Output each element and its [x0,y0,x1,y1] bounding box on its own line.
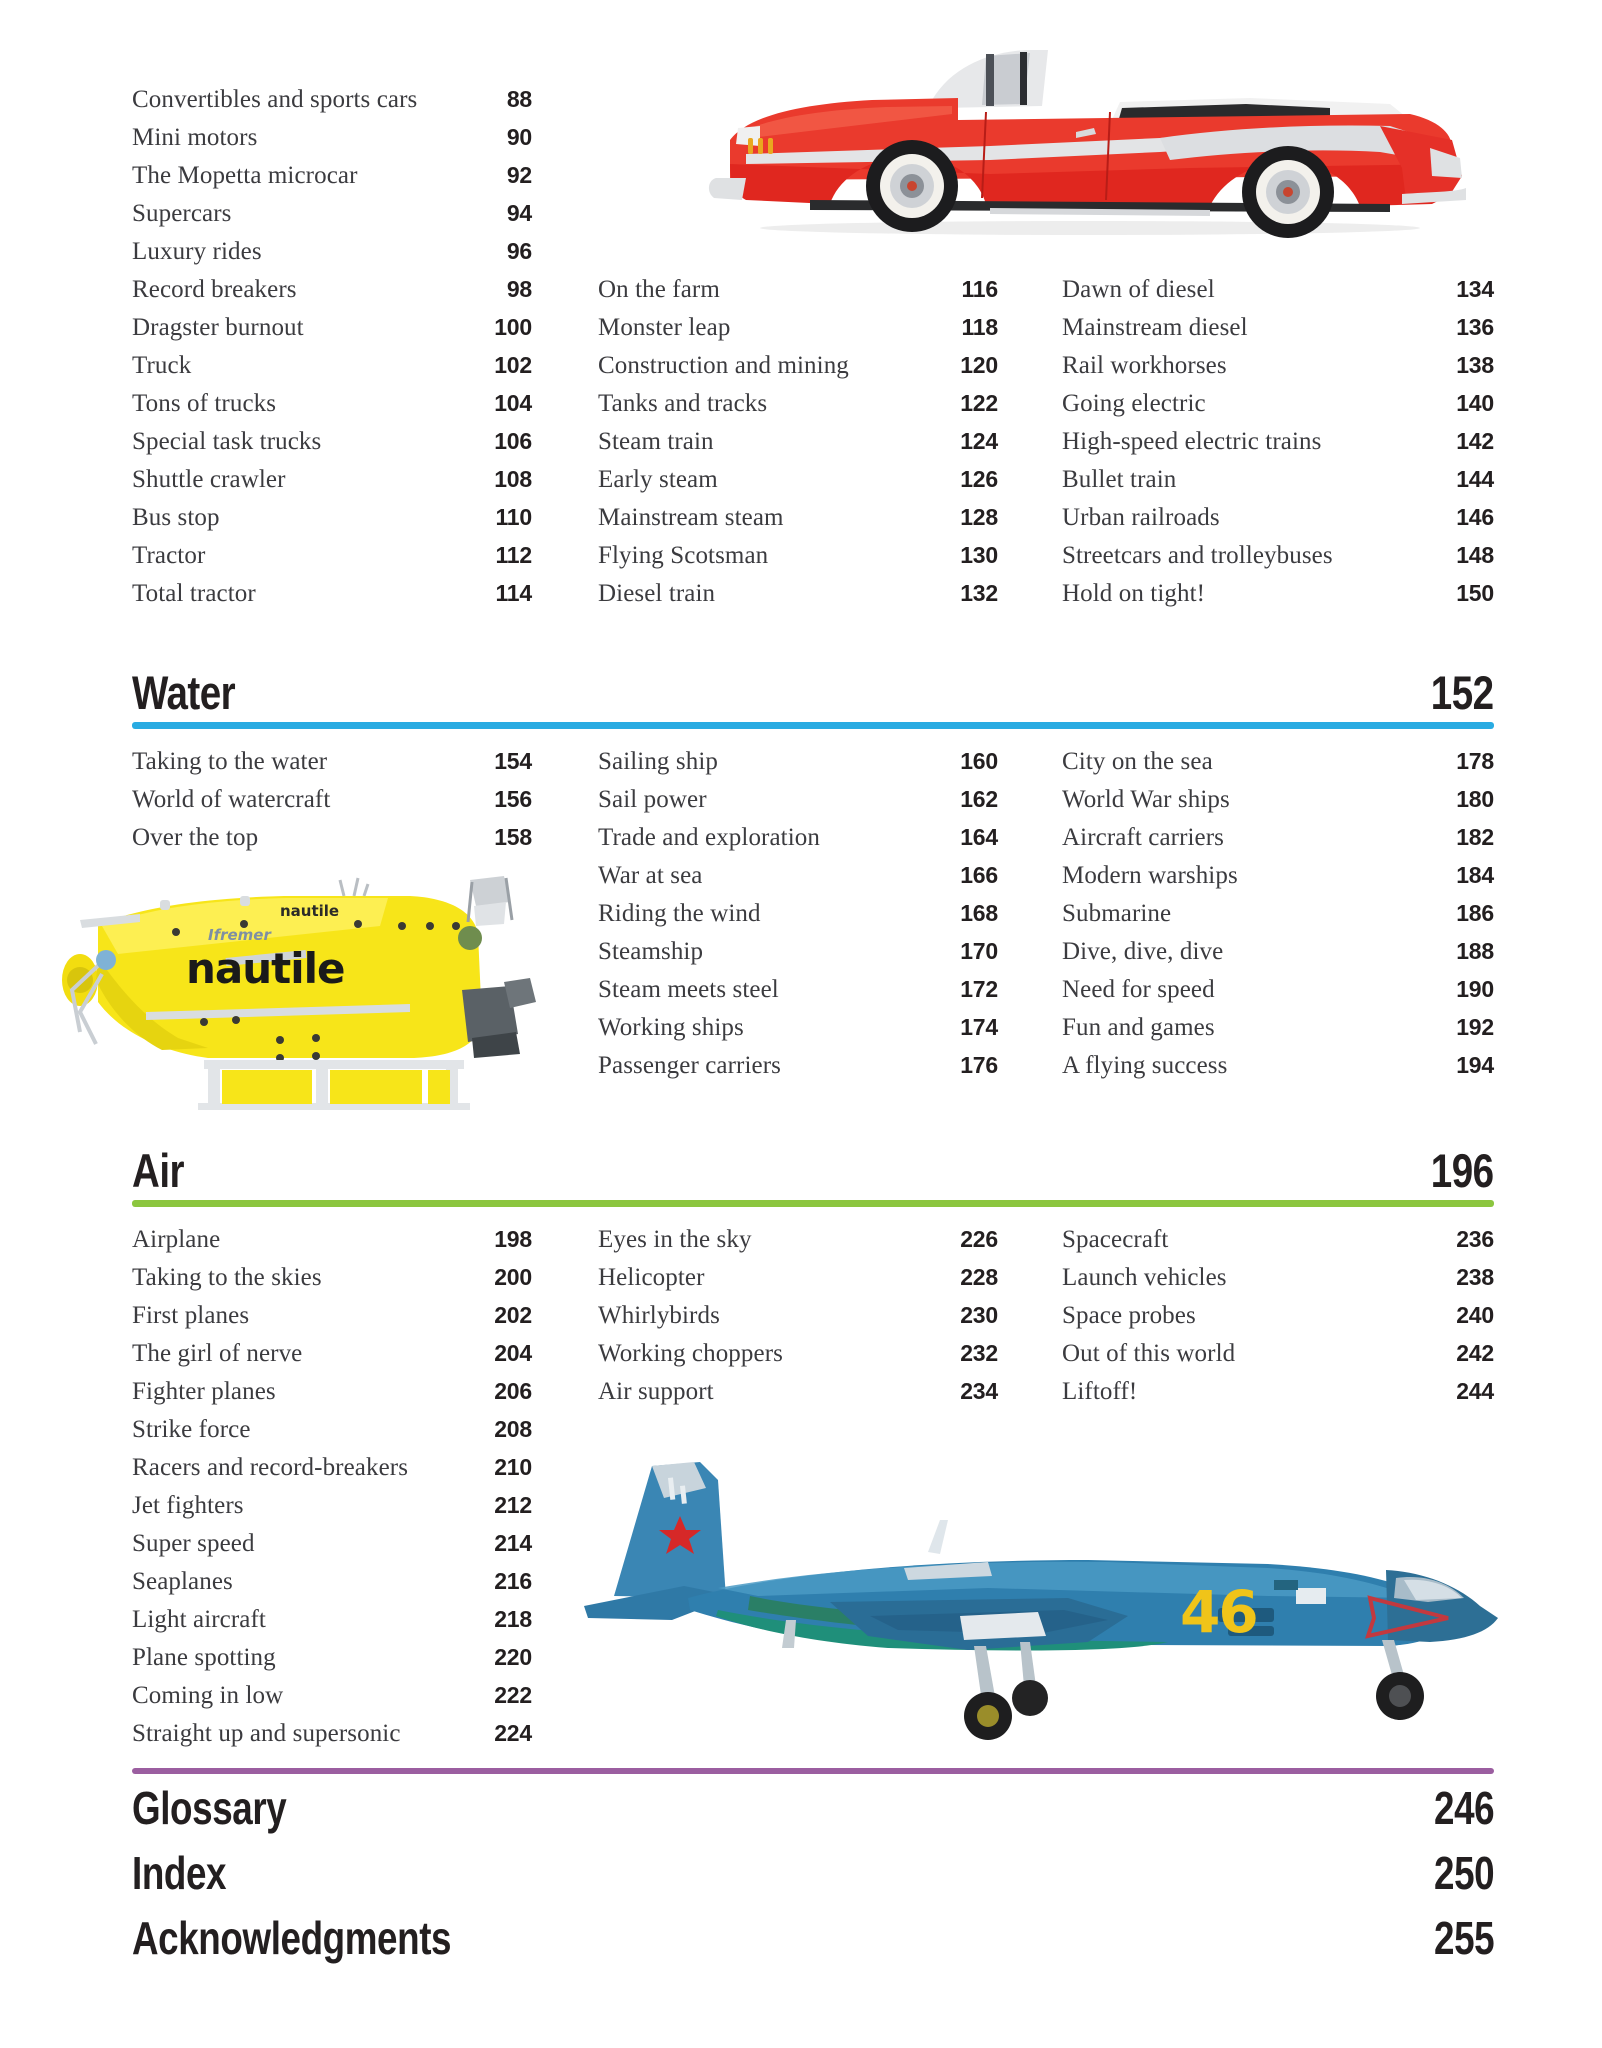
toc-entry[interactable] [132,1600,532,1638]
toc-entry-page: 194 [1456,1052,1494,1078]
toc-entry[interactable] [132,1524,532,1562]
toc-entry-title: Coming in low [132,1682,284,1709]
toc-entry-title: World War ships [1062,786,1230,813]
toc-entry-page: 226 [960,1226,998,1252]
toc-entry[interactable] [1062,1046,1494,1084]
back-matter-rule [132,1768,1494,1774]
toc-entry[interactable] [1062,1258,1494,1296]
toc-entry[interactable] [132,80,532,118]
toc-entry[interactable] [598,460,998,498]
toc-entry-page: 112 [495,542,532,568]
toc-entry[interactable] [598,574,998,612]
toc-entry-page: 100 [494,314,532,340]
toc-entry-page: 162 [960,786,998,812]
toc-entry[interactable] [132,1562,532,1600]
toc-entry[interactable] [132,1334,532,1372]
toc-entry[interactable] [598,536,998,574]
toc-entry-title: Space probes [1062,1302,1196,1329]
toc-entry-page: 230 [960,1302,998,1328]
water-col-1 [132,742,532,856]
toc-entry[interactable] [132,1258,532,1296]
toc-entry-title: Dawn of diesel [1062,276,1215,303]
back-matter-page: 250 [1433,1847,1494,1899]
toc-entry-page: 240 [1456,1302,1494,1328]
toc-entry[interactable] [132,1448,532,1486]
toc-entry[interactable] [598,270,998,308]
red-convertible-car-photo [690,28,1490,243]
toc-entry[interactable] [598,422,998,460]
toc-entry[interactable] [1062,932,1494,970]
toc-entry-title: Hold on tight! [1062,580,1206,607]
toc-entry[interactable] [132,536,532,574]
toc-entry-page: 234 [960,1378,998,1404]
toc-entry[interactable] [1062,894,1494,932]
toc-entry-page: 104 [494,390,532,416]
toc-entry-page: 154 [494,748,532,774]
land-col-3 [1062,270,1494,612]
toc-entry[interactable] [132,194,532,232]
toc-entry[interactable] [598,742,998,780]
toc-entry-page: 98 [506,276,532,302]
toc-entry[interactable] [598,970,998,1008]
toc-entry-page: 114 [495,580,532,606]
toc-entry-title: Sailing ship [598,748,718,775]
toc-entry-page: 164 [960,824,998,850]
toc-entry-page: 238 [1456,1264,1494,1290]
toc-entry[interactable] [132,422,532,460]
toc-entry[interactable] [598,498,998,536]
toc-entry-page: 218 [494,1606,532,1632]
toc-entry-page: 220 [494,1644,532,1670]
toc-entry-page: 160 [960,748,998,774]
toc-entry-title: Going electric [1062,390,1206,417]
toc-entry[interactable] [132,1410,532,1448]
toc-entry-page: 134 [1456,276,1494,302]
toc-entry-page: 122 [960,390,998,416]
toc-entry-page: 200 [494,1264,532,1290]
toc-entry-page: 188 [1456,938,1494,964]
toc-entry[interactable] [1062,308,1494,346]
toc-entry-page: 140 [1456,390,1494,416]
toc-entry-title: On the farm [598,276,720,303]
section-rule-water [132,722,1494,729]
toc-entry[interactable] [598,346,998,384]
toc-entry-page: 180 [1456,786,1494,812]
section-title: Water [132,666,236,719]
toc-entry[interactable] [132,818,532,856]
toc-entry[interactable] [598,1372,998,1410]
air-col-2 [598,1220,998,1410]
toc-entry-title: Bullet train [1062,466,1177,493]
toc-entry[interactable] [1062,498,1494,536]
toc-entry-title: Urban railroads [1062,504,1220,531]
toc-entry[interactable] [1062,574,1494,612]
toc-entry-title: High-speed electric trains [1062,428,1322,455]
toc-entry-title: Special task trucks [132,428,322,455]
toc-entry-page: 148 [1456,542,1494,568]
toc-entry-title: Mainstream steam [598,504,784,531]
toc-entry-page: 190 [1456,976,1494,1002]
toc-entry[interactable] [598,384,998,422]
yellow-submersible-photo [58,862,568,1112]
toc-entry-page: 208 [494,1416,532,1442]
toc-entry-title: Riding the wind [598,900,761,927]
toc-entry[interactable] [132,156,532,194]
toc-entry-page: 166 [960,862,998,888]
toc-entry-page: 192 [1456,1014,1494,1040]
toc-entry-page: 88 [506,86,532,112]
toc-entry[interactable] [598,894,998,932]
toc-entry[interactable] [132,574,532,612]
toc-entry[interactable] [1062,346,1494,384]
toc-entry-title: Aircraft carriers [1062,824,1225,851]
toc-entry-page: 156 [494,786,532,812]
toc-entry-title: The girl of nerve [132,1340,303,1367]
toc-entry-title: Plane spotting [132,1644,276,1671]
toc-entry-title: Diesel train [598,580,716,607]
toc-entry-page: 168 [960,900,998,926]
toc-entry-page: 94 [506,200,532,226]
toc-entry-title: Shuttle crawler [132,466,286,493]
toc-entry-title: Liftoff! [1062,1378,1138,1405]
toc-entry-title: Taking to the skies [132,1264,322,1291]
toc-entry-page: 146 [1456,504,1494,530]
toc-entry[interactable] [132,232,532,270]
back-matter-row-acknowledgments[interactable] [132,1914,1494,1962]
back-matter-label: Acknowledgments [132,1912,452,1964]
toc-entry-page: 174 [960,1014,998,1040]
toc-entry[interactable] [598,1258,998,1296]
toc-entry[interactable] [1062,1220,1494,1258]
submersible-deck-name: nautile [280,902,340,920]
toc-entry[interactable] [1062,1372,1494,1410]
toc-entry-page: 108 [494,466,532,492]
toc-entry-page: 182 [1456,824,1494,850]
toc-entry-page: 222 [494,1682,532,1708]
submersible-operator-name: Ifremer [208,926,271,944]
toc-entry[interactable] [1062,742,1494,780]
back-matter-page: 255 [1433,1912,1494,1964]
toc-entry-title: Launch vehicles [1062,1264,1227,1291]
toc-entry-title: First planes [132,1302,250,1329]
land-col-1 [132,80,532,612]
toc-entry-title: Racers and record-breakers [132,1454,409,1481]
toc-entry-page: 142 [1456,428,1494,454]
toc-entry-page: 202 [494,1302,532,1328]
toc-entry-title: Air support [598,1378,714,1405]
toc-entry-title: World of watercraft [132,786,331,813]
toc-entry-page: 206 [494,1378,532,1404]
section-title: Air [132,1144,185,1197]
toc-entry-title: Working choppers [598,1340,783,1367]
toc-entry-title: Working ships [598,1014,744,1041]
land-col-2 [598,270,998,612]
back-matter-row-glossary[interactable] [132,1784,1494,1832]
toc-entry-page: 116 [961,276,998,302]
toc-entry[interactable] [132,742,532,780]
toc-entry[interactable] [1062,818,1494,856]
toc-entry-page: 126 [960,466,998,492]
toc-entry-page: 144 [1456,466,1494,492]
toc-entry[interactable] [132,1714,532,1752]
toc-entry-title: Early steam [598,466,718,493]
toc-entry-title: Spacecraft [1062,1226,1169,1253]
toc-entry-page: 186 [1456,900,1494,926]
toc-entry-title: Fun and games [1062,1014,1215,1041]
toc-entry[interactable] [1062,422,1494,460]
toc-entry-page: 150 [1456,580,1494,606]
toc-entry[interactable] [132,384,532,422]
toc-entry-title: Construction and mining [598,352,849,379]
toc-entry-title: Super speed [132,1530,255,1557]
toc-entry-title: Over the top [132,824,259,851]
toc-entry-title: Tons of trucks [132,390,277,417]
toc-entry-title: Supercars [132,200,232,227]
toc-entry-title: Flying Scotsman [598,542,769,569]
toc-entry-page: 110 [495,504,532,530]
toc-entry-title: Helicopter [598,1264,705,1291]
toc-entry-title: Rail workhorses [1062,352,1227,379]
toc-entry[interactable] [132,780,532,818]
toc-entry-title: Convertibles and sports cars [132,86,418,113]
toc-entry-page: 178 [1456,748,1494,774]
toc-entry-title: Taking to the water [132,748,328,775]
toc-entry[interactable] [598,1046,998,1084]
toc-entry-title: Sail power [598,786,707,813]
toc-entry[interactable] [132,118,532,156]
toc-entry[interactable] [598,818,998,856]
toc-entry[interactable] [1062,270,1494,308]
toc-entry-title: City on the sea [1062,748,1213,775]
toc-entry-page: 236 [1456,1226,1494,1252]
toc-entry[interactable] [1062,970,1494,1008]
toc-entry[interactable] [132,270,532,308]
toc-entry[interactable] [598,780,998,818]
toc-entry[interactable] [598,1334,998,1372]
toc-entry-page: 176 [960,1052,998,1078]
toc-entry-page: 138 [1456,352,1494,378]
toc-entry-page: 244 [1456,1378,1494,1404]
toc-entry-page: 210 [494,1454,532,1480]
toc-entry[interactable] [132,1372,532,1410]
toc-entry[interactable] [1062,1334,1494,1372]
toc-entry-title: Light aircraft [132,1606,266,1633]
toc-entry-title: Trade and exploration [598,824,820,851]
toc-entry-title: Dragster burnout [132,314,304,341]
toc-entry-page: 120 [960,352,998,378]
toc-entry-title: Airplane [132,1226,221,1253]
toc-entry-page: 132 [960,580,998,606]
toc-entry-title: Tanks and tracks [598,390,768,417]
section-header-air [132,1138,1494,1196]
toc-entry[interactable] [1062,384,1494,422]
toc-entry-title: Whirlybirds [598,1302,720,1329]
toc-entry-title: Steam train [598,428,714,455]
toc-entry-title: Need for speed [1062,976,1215,1003]
toc-entry-title: Mainstream diesel [1062,314,1248,341]
toc-entry[interactable] [132,346,532,384]
toc-entry-title: Out of this world [1062,1340,1236,1367]
toc-entry-title: Steam meets steel [598,976,779,1003]
air-col-1 [132,1220,532,1752]
toc-entry-page: 216 [494,1568,532,1594]
back-matter-row-index[interactable] [132,1849,1494,1897]
toc-entry[interactable] [132,460,532,498]
toc-entry-title: Streetcars and trolleybuses [1062,542,1333,569]
toc-entry-page: 96 [506,238,532,264]
toc-entry[interactable] [598,1220,998,1258]
back-matter-label: Index [132,1847,227,1899]
section-header-water [132,660,1494,718]
toc-entry[interactable] [598,856,998,894]
water-col-3 [1062,742,1494,1084]
toc-entry[interactable] [1062,1296,1494,1334]
toc-entry-page: 212 [494,1492,532,1518]
toc-entry-title: Submarine [1062,900,1172,927]
toc-entry[interactable] [132,1486,532,1524]
toc-entry-title: Steamship [598,938,704,965]
toc-entry-page: 204 [494,1340,532,1366]
toc-entry-page: 106 [494,428,532,454]
toc-entry-title: Jet fighters [132,1492,244,1519]
toc-entry[interactable] [132,308,532,346]
toc-entry-title: Seaplanes [132,1568,233,1595]
toc-entry-page: 128 [960,504,998,530]
water-col-2 [598,742,998,1084]
toc-entry-title: Luxury rides [132,238,262,265]
toc-entry-page: 242 [1456,1340,1494,1366]
toc-entry-page: 172 [960,976,998,1002]
toc-entry-page: 228 [960,1264,998,1290]
toc-entry-title: Passenger carriers [598,1052,781,1079]
toc-entry-page: 136 [1456,314,1494,340]
toc-entry-title: Total tractor [132,580,256,607]
toc-entry-page: 170 [960,938,998,964]
toc-entry-title: Record breakers [132,276,297,303]
back-matter-label: Glossary [132,1782,287,1834]
toc-entry-page: 102 [494,352,532,378]
toc-entry[interactable] [132,498,532,536]
toc-entry-page: 118 [961,314,998,340]
toc-entry[interactable] [132,1676,532,1714]
toc-entry-title: Dive, dive, dive [1062,938,1224,965]
toc-entry-title: Strike force [132,1416,251,1443]
toc-entry-title: War at sea [598,862,703,889]
toc-entry[interactable] [1062,780,1494,818]
toc-entry-title: A flying success [1062,1052,1228,1079]
toc-entry-page: 90 [506,124,532,150]
toc-entry[interactable] [598,1296,998,1334]
toc-entry-title: The Mopetta microcar [132,162,358,189]
toc-entry-title: Eyes in the sky [598,1226,752,1253]
toc-entry-title: Truck [132,352,192,379]
toc-entry[interactable] [1062,1008,1494,1046]
toc-entry[interactable] [1062,460,1494,498]
toc-entry[interactable] [132,1220,532,1258]
toc-entry[interactable] [1062,856,1494,894]
section-page-number: 196 [1431,1144,1494,1197]
section-rule-air [132,1200,1494,1207]
toc-entry-page: 158 [494,824,532,850]
toc-entry[interactable] [132,1638,532,1676]
blue-vtol-jet-photo [568,1420,1508,1750]
toc-entry-page: 124 [960,428,998,454]
toc-entry-page: 92 [506,162,532,188]
toc-entry[interactable] [598,1008,998,1046]
toc-entry-title: Fighter planes [132,1378,276,1405]
toc-entry-title: Monster leap [598,314,731,341]
toc-entry-title: Tractor [132,542,206,569]
toc-entry-page: 224 [494,1720,532,1746]
toc-entry-title: Mini motors [132,124,258,151]
toc-entry-page: 198 [494,1226,532,1252]
toc-entry-title: Bus stop [132,504,220,531]
toc-entry[interactable] [598,308,998,346]
toc-entry[interactable] [1062,536,1494,574]
toc-entry[interactable] [598,932,998,970]
air-col-3 [1062,1220,1494,1410]
toc-entry-page: 214 [494,1530,532,1556]
toc-entry[interactable] [132,1296,532,1334]
toc-entry-page: 232 [960,1340,998,1366]
svg-text:46: 46 [1180,1578,1257,1646]
toc-entry-title: Straight up and supersonic [132,1720,401,1747]
section-page-number: 152 [1431,666,1494,719]
toc-entry-title: Modern warships [1062,862,1238,889]
back-matter-page: 246 [1433,1782,1494,1834]
toc-entry-page: 184 [1456,862,1494,888]
toc-entry-page: 130 [960,542,998,568]
submersible-hull-name: nautile [186,944,345,993]
